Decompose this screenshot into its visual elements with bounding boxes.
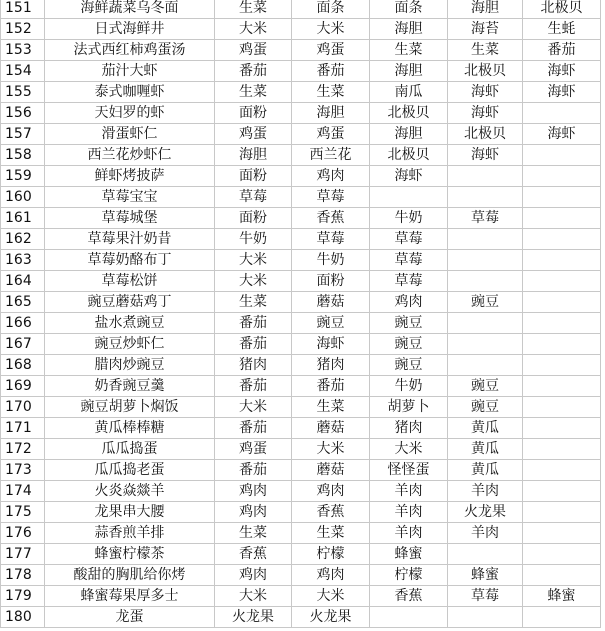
- table-row: [1, 145, 601, 166]
- ingredient-2-cell[interactable]: 鸡蛋: [292, 124, 370, 145]
- ingredient-4-cell[interactable]: 海虾: [448, 145, 523, 166]
- ingredient-3-cell[interactable]: 胡萝卜: [370, 397, 448, 418]
- table-row: [1, 523, 601, 544]
- ingredient-4-cell[interactable]: [448, 355, 523, 376]
- row-number-cell[interactable]: 168: [1, 355, 45, 376]
- ingredient-1-cell[interactable]: 海胆: [215, 145, 292, 166]
- ingredient-2-cell[interactable]: 鸡蛋: [292, 40, 370, 61]
- row-number-cell[interactable]: 173: [1, 460, 45, 481]
- ingredient-2-cell[interactable]: 面粉: [292, 271, 370, 292]
- ingredient-2-cell[interactable]: 西兰花: [292, 145, 370, 166]
- recipe-name-cell[interactable]: 鲜虾烤披萨: [45, 166, 215, 187]
- ingredient-4-cell[interactable]: 北极贝: [448, 124, 523, 145]
- ingredient-5-cell[interactable]: [523, 229, 601, 250]
- row-number-cell[interactable]: 180: [1, 607, 45, 628]
- table-row: [1, 19, 601, 40]
- table-row: [1, 208, 601, 229]
- ingredient-4-cell[interactable]: [448, 544, 523, 565]
- ingredient-1-cell[interactable]: 火龙果: [215, 607, 292, 628]
- row-number-cell[interactable]: 169: [1, 376, 45, 397]
- ingredient-1-cell[interactable]: 草莓: [215, 187, 292, 208]
- recipe-name-cell[interactable]: 草莓宝宝: [45, 187, 215, 208]
- ingredient-4-cell[interactable]: [448, 334, 523, 355]
- ingredient-4-cell[interactable]: 羊肉: [448, 523, 523, 544]
- ingredient-3-cell[interactable]: 怪怪蛋: [370, 460, 448, 481]
- row-number-cell[interactable]: 161: [1, 208, 45, 229]
- ingredient-3-cell[interactable]: 海胆: [370, 124, 448, 145]
- ingredient-5-cell[interactable]: [523, 397, 601, 418]
- ingredient-5-cell[interactable]: [523, 166, 601, 187]
- table-row: [1, 313, 601, 334]
- ingredient-1-cell[interactable]: 鸡肉: [215, 565, 292, 586]
- recipe-name-cell[interactable]: 滑蛋虾仁: [45, 124, 215, 145]
- row-number-cell[interactable]: 174: [1, 481, 45, 502]
- ingredient-2-cell[interactable]: 生菜: [292, 397, 370, 418]
- table-row: [1, 418, 601, 439]
- table-row: [1, 0, 601, 19]
- recipe-name-cell[interactable]: 草莓松饼: [45, 271, 215, 292]
- row-number-cell[interactable]: 178: [1, 565, 45, 586]
- ingredient-1-cell[interactable]: 鸡蛋: [215, 439, 292, 460]
- recipe-name-cell[interactable]: 草莓奶酪布丁: [45, 250, 215, 271]
- ingredient-4-cell[interactable]: [448, 250, 523, 271]
- ingredient-3-cell[interactable]: [370, 607, 448, 628]
- ingredient-3-cell[interactable]: 面条: [370, 0, 448, 19]
- ingredient-2-cell[interactable]: 豌豆: [292, 313, 370, 334]
- table-row: [1, 187, 601, 208]
- row-number-cell[interactable]: 151: [1, 0, 45, 19]
- ingredient-1-cell[interactable]: 大米: [215, 271, 292, 292]
- ingredient-2-cell[interactable]: 大米: [292, 586, 370, 607]
- ingredient-2-cell[interactable]: 柠檬: [292, 544, 370, 565]
- ingredient-5-cell[interactable]: [523, 313, 601, 334]
- ingredient-2-cell[interactable]: 蘑菇: [292, 292, 370, 313]
- ingredient-4-cell[interactable]: [448, 271, 523, 292]
- ingredient-2-cell[interactable]: 猪肉: [292, 355, 370, 376]
- ingredient-4-cell[interactable]: 生菜: [448, 40, 523, 61]
- row-number-cell[interactable]: 175: [1, 502, 45, 523]
- ingredient-3-cell[interactable]: 蜂蜜: [370, 544, 448, 565]
- ingredient-5-cell[interactable]: [523, 250, 601, 271]
- recipe-name-cell[interactable]: 西兰花炒虾仁: [45, 145, 215, 166]
- ingredient-2-cell[interactable]: 鸡肉: [292, 166, 370, 187]
- recipe-name-cell[interactable]: 瓜瓜捣老蛋: [45, 460, 215, 481]
- row-number-cell[interactable]: 179: [1, 586, 45, 607]
- ingredient-5-cell[interactable]: 海虾: [523, 124, 601, 145]
- ingredient-3-cell[interactable]: 海胆: [370, 61, 448, 82]
- ingredient-4-cell[interactable]: [448, 229, 523, 250]
- recipe-name-cell[interactable]: 瓜瓜捣蛋: [45, 439, 215, 460]
- table-row: [1, 82, 601, 103]
- recipe-name-cell[interactable]: 酸甜的胸肌给你烤: [45, 565, 215, 586]
- row-number-cell[interactable]: 155: [1, 82, 45, 103]
- ingredient-5-cell[interactable]: [523, 187, 601, 208]
- ingredient-2-cell[interactable]: 蘑菇: [292, 460, 370, 481]
- recipe-name-cell[interactable]: 豌豆胡萝卜焖饭: [45, 397, 215, 418]
- ingredient-1-cell[interactable]: 鸡肉: [215, 481, 292, 502]
- table-row: [1, 607, 601, 628]
- row-number-cell[interactable]: 167: [1, 334, 45, 355]
- ingredient-5-cell[interactable]: [523, 145, 601, 166]
- ingredient-2-cell[interactable]: 草莓: [292, 229, 370, 250]
- recipe-name-cell[interactable]: 盐水煮豌豆: [45, 313, 215, 334]
- ingredient-5-cell[interactable]: 海虾: [523, 61, 601, 82]
- ingredient-3-cell[interactable]: 鸡肉: [370, 292, 448, 313]
- row-number-cell[interactable]: 176: [1, 523, 45, 544]
- ingredient-4-cell[interactable]: 黄瓜: [448, 439, 523, 460]
- ingredient-5-cell[interactable]: [523, 460, 601, 481]
- ingredient-4-cell[interactable]: 羊肉: [448, 481, 523, 502]
- table-row: [1, 292, 601, 313]
- ingredient-4-cell[interactable]: 海胆: [448, 0, 523, 19]
- ingredient-4-cell[interactable]: 海虾: [448, 103, 523, 124]
- recipe-name-cell[interactable]: 龙蛋: [45, 607, 215, 628]
- ingredient-5-cell[interactable]: [523, 565, 601, 586]
- table-row: [1, 166, 601, 187]
- ingredient-3-cell[interactable]: 豌豆: [370, 355, 448, 376]
- row-number-cell[interactable]: 152: [1, 19, 45, 40]
- ingredient-3-cell[interactable]: 草莓: [370, 250, 448, 271]
- table-row: [1, 376, 601, 397]
- ingredient-4-cell[interactable]: 黄瓜: [448, 418, 523, 439]
- row-number-cell[interactable]: 159: [1, 166, 45, 187]
- ingredient-4-cell[interactable]: 蜂蜜: [448, 565, 523, 586]
- ingredient-3-cell[interactable]: 羊肉: [370, 502, 448, 523]
- ingredient-4-cell[interactable]: [448, 187, 523, 208]
- table-row: [1, 61, 601, 82]
- row-number-cell[interactable]: 156: [1, 103, 45, 124]
- ingredient-4-cell[interactable]: 北极贝: [448, 61, 523, 82]
- ingredient-3-cell[interactable]: 海虾: [370, 166, 448, 187]
- ingredient-2-cell[interactable]: 香蕉: [292, 502, 370, 523]
- table-row: [1, 544, 601, 565]
- ingredient-4-cell[interactable]: 草莓: [448, 208, 523, 229]
- ingredient-1-cell[interactable]: 猪肉: [215, 355, 292, 376]
- ingredient-1-cell[interactable]: 鸡蛋: [215, 40, 292, 61]
- recipe-name-cell[interactable]: 豌豆蘑菇鸡丁: [45, 292, 215, 313]
- ingredient-3-cell[interactable]: 牛奶: [370, 208, 448, 229]
- row-number-cell[interactable]: 160: [1, 187, 45, 208]
- ingredient-5-cell[interactable]: 北极贝: [523, 0, 601, 19]
- ingredient-4-cell[interactable]: 草莓: [448, 586, 523, 607]
- recipe-name-cell[interactable]: 腊肉炒豌豆: [45, 355, 215, 376]
- ingredient-3-cell[interactable]: 豌豆: [370, 313, 448, 334]
- row-number-cell[interactable]: 163: [1, 250, 45, 271]
- ingredient-3-cell[interactable]: 牛奶: [370, 376, 448, 397]
- ingredient-3-cell[interactable]: 羊肉: [370, 481, 448, 502]
- ingredient-1-cell[interactable]: 鸡蛋: [215, 124, 292, 145]
- ingredient-1-cell[interactable]: 大米: [215, 397, 292, 418]
- table-row: [1, 460, 601, 481]
- ingredient-5-cell[interactable]: [523, 376, 601, 397]
- row-number-cell[interactable]: 164: [1, 271, 45, 292]
- ingredient-1-cell[interactable]: 面粉: [215, 208, 292, 229]
- recipe-name-cell[interactable]: 蜂蜜柠檬茶: [45, 544, 215, 565]
- recipe-name-cell[interactable]: 泰式咖喱虾: [45, 82, 215, 103]
- ingredient-3-cell[interactable]: 草莓: [370, 271, 448, 292]
- recipe-name-cell[interactable]: 蜂蜜莓果厚多士: [45, 586, 215, 607]
- ingredient-1-cell[interactable]: 生菜: [215, 523, 292, 544]
- table-row: [1, 502, 601, 523]
- table-row: [1, 334, 601, 355]
- ingredient-5-cell[interactable]: [523, 355, 601, 376]
- recipe-name-cell[interactable]: 海鲜蔬菜乌冬面: [45, 0, 215, 19]
- ingredient-3-cell[interactable]: 羊肉: [370, 523, 448, 544]
- ingredient-5-cell[interactable]: [523, 607, 601, 628]
- recipe-name-cell[interactable]: 草莓果汁奶昔: [45, 229, 215, 250]
- ingredient-2-cell[interactable]: 香蕉: [292, 208, 370, 229]
- ingredient-2-cell[interactable]: 面条: [292, 0, 370, 19]
- row-number-cell[interactable]: 170: [1, 397, 45, 418]
- recipe-name-cell[interactable]: 黄瓜棒棒糖: [45, 418, 215, 439]
- row-number-cell[interactable]: 153: [1, 40, 45, 61]
- ingredient-2-cell[interactable]: 牛奶: [292, 250, 370, 271]
- ingredient-1-cell[interactable]: 大米: [215, 19, 292, 40]
- table-row: [1, 250, 601, 271]
- ingredient-2-cell[interactable]: 生菜: [292, 82, 370, 103]
- ingredient-5-cell[interactable]: [523, 292, 601, 313]
- ingredient-5-cell[interactable]: [523, 271, 601, 292]
- ingredient-4-cell[interactable]: [448, 166, 523, 187]
- ingredient-2-cell[interactable]: 海虾: [292, 334, 370, 355]
- table-row: [1, 397, 601, 418]
- row-number-cell[interactable]: 166: [1, 313, 45, 334]
- ingredient-4-cell[interactable]: [448, 313, 523, 334]
- recipe-name-cell[interactable]: 茄汁大虾: [45, 61, 215, 82]
- ingredient-1-cell[interactable]: 生菜: [215, 0, 292, 19]
- row-number-cell[interactable]: 171: [1, 418, 45, 439]
- ingredient-5-cell[interactable]: [523, 544, 601, 565]
- ingredient-3-cell[interactable]: 草莓: [370, 229, 448, 250]
- recipe-name-cell[interactable]: 法式西红柿鸡蛋汤: [45, 40, 215, 61]
- recipe-name-cell[interactable]: 蒜香煎羊排: [45, 523, 215, 544]
- ingredient-1-cell[interactable]: 番茄: [215, 334, 292, 355]
- ingredient-1-cell[interactable]: 面粉: [215, 166, 292, 187]
- ingredient-5-cell[interactable]: 生蚝: [523, 19, 601, 40]
- ingredient-1-cell[interactable]: 番茄: [215, 313, 292, 334]
- ingredient-2-cell[interactable]: 大米: [292, 439, 370, 460]
- table-row: [1, 103, 601, 124]
- row-number-cell[interactable]: 157: [1, 124, 45, 145]
- ingredient-1-cell[interactable]: 大米: [215, 250, 292, 271]
- ingredient-1-cell[interactable]: 大米: [215, 586, 292, 607]
- table-row: [1, 229, 601, 250]
- row-number-cell[interactable]: 162: [1, 229, 45, 250]
- ingredient-3-cell[interactable]: 南瓜: [370, 82, 448, 103]
- ingredient-3-cell[interactable]: 柠檬: [370, 565, 448, 586]
- ingredient-4-cell[interactable]: 豌豆: [448, 292, 523, 313]
- row-number-cell[interactable]: 165: [1, 292, 45, 313]
- table-row: [1, 355, 601, 376]
- ingredient-2-cell[interactable]: 火龙果: [292, 607, 370, 628]
- ingredient-1-cell[interactable]: 鸡肉: [215, 502, 292, 523]
- recipe-name-cell[interactable]: 日式海鲜井: [45, 19, 215, 40]
- recipe-name-cell[interactable]: 奶香豌豆羹: [45, 376, 215, 397]
- ingredient-1-cell[interactable]: 番茄: [215, 418, 292, 439]
- ingredient-5-cell[interactable]: [523, 439, 601, 460]
- ingredient-1-cell[interactable]: 番茄: [215, 61, 292, 82]
- ingredient-3-cell[interactable]: 生菜: [370, 40, 448, 61]
- ingredient-1-cell[interactable]: 番茄: [215, 376, 292, 397]
- table-row: [1, 124, 601, 145]
- ingredient-1-cell[interactable]: 番茄: [215, 460, 292, 481]
- ingredient-3-cell[interactable]: 北极贝: [370, 145, 448, 166]
- ingredient-2-cell[interactable]: 蘑菇: [292, 418, 370, 439]
- table-row: [1, 481, 601, 502]
- ingredient-2-cell[interactable]: 大米: [292, 19, 370, 40]
- ingredient-4-cell[interactable]: 黄瓜: [448, 460, 523, 481]
- ingredient-1-cell[interactable]: 牛奶: [215, 229, 292, 250]
- ingredient-5-cell[interactable]: [523, 502, 601, 523]
- ingredient-3-cell[interactable]: [370, 187, 448, 208]
- ingredient-5-cell[interactable]: [523, 103, 601, 124]
- ingredient-2-cell[interactable]: 鸡肉: [292, 565, 370, 586]
- recipe-name-cell[interactable]: 草莓城堡: [45, 208, 215, 229]
- table-body: [1, 0, 601, 628]
- ingredient-3-cell[interactable]: 香蕉: [370, 586, 448, 607]
- ingredient-3-cell[interactable]: 猪肉: [370, 418, 448, 439]
- ingredient-2-cell[interactable]: 生菜: [292, 523, 370, 544]
- ingredient-5-cell[interactable]: [523, 334, 601, 355]
- ingredient-5-cell[interactable]: [523, 523, 601, 544]
- ingredient-2-cell[interactable]: 草莓: [292, 187, 370, 208]
- ingredient-4-cell[interactable]: 海虾: [448, 82, 523, 103]
- ingredient-1-cell[interactable]: 生菜: [215, 292, 292, 313]
- ingredient-5-cell[interactable]: 蜂蜜: [523, 586, 601, 607]
- recipe-name-cell[interactable]: 龙果串大腰: [45, 502, 215, 523]
- recipe-name-cell[interactable]: 火炎焱燚羊: [45, 481, 215, 502]
- ingredient-2-cell[interactable]: 番茄: [292, 61, 370, 82]
- ingredient-3-cell[interactable]: 海胆: [370, 19, 448, 40]
- ingredient-2-cell[interactable]: 番茄: [292, 376, 370, 397]
- ingredient-5-cell[interactable]: 番茄: [523, 40, 601, 61]
- recipe-name-cell[interactable]: 天妇罗的虾: [45, 103, 215, 124]
- row-number-cell[interactable]: 154: [1, 61, 45, 82]
- row-number-cell[interactable]: 158: [1, 145, 45, 166]
- ingredient-5-cell[interactable]: [523, 481, 601, 502]
- table-row: [1, 565, 601, 586]
- table-row: [1, 271, 601, 292]
- recipe-name-cell[interactable]: 豌豆炒虾仁: [45, 334, 215, 355]
- ingredient-5-cell[interactable]: [523, 418, 601, 439]
- ingredient-5-cell[interactable]: [523, 208, 601, 229]
- row-number-cell[interactable]: 177: [1, 544, 45, 565]
- ingredient-1-cell[interactable]: 香蕉: [215, 544, 292, 565]
- ingredient-4-cell[interactable]: 海苔: [448, 19, 523, 40]
- ingredient-4-cell[interactable]: 豌豆: [448, 376, 523, 397]
- table-row: [1, 40, 601, 61]
- ingredient-5-cell[interactable]: 海虾: [523, 82, 601, 103]
- ingredient-4-cell[interactable]: 豌豆: [448, 397, 523, 418]
- ingredient-2-cell[interactable]: 鸡肉: [292, 481, 370, 502]
- ingredient-4-cell[interactable]: 火龙果: [448, 502, 523, 523]
- ingredient-4-cell[interactable]: [448, 607, 523, 628]
- table-row: [1, 439, 601, 460]
- ingredient-3-cell[interactable]: 北极贝: [370, 103, 448, 124]
- ingredient-2-cell[interactable]: 海胆: [292, 103, 370, 124]
- ingredient-1-cell[interactable]: 生菜: [215, 82, 292, 103]
- row-number-cell[interactable]: 172: [1, 439, 45, 460]
- table-row: [1, 586, 601, 607]
- ingredient-3-cell[interactable]: 豌豆: [370, 334, 448, 355]
- ingredient-1-cell[interactable]: 面粉: [215, 103, 292, 124]
- ingredient-3-cell[interactable]: 大米: [370, 439, 448, 460]
